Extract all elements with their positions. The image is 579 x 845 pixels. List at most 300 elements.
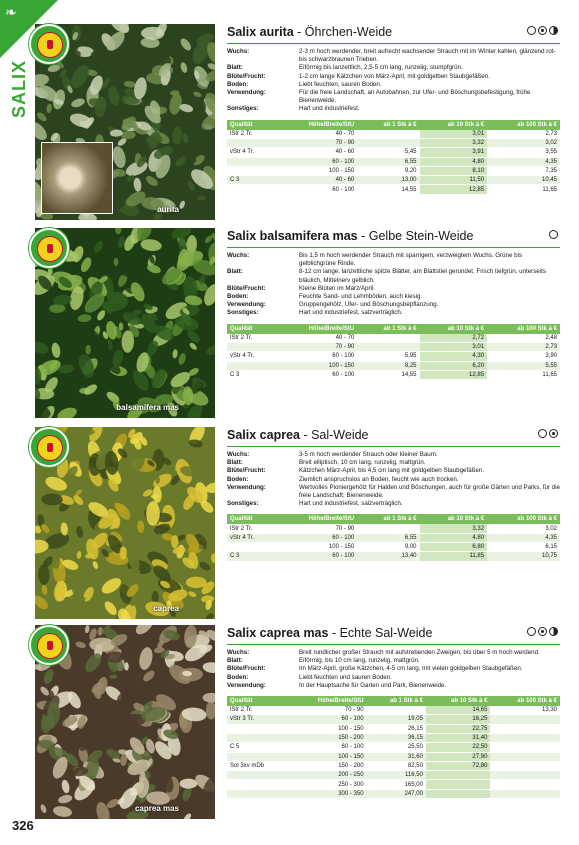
- price-cell: [490, 789, 560, 798]
- price-cell: 14,55: [357, 185, 419, 194]
- price-cell: 6,15: [487, 543, 560, 552]
- price-header: Höhe/Breite/StU: [288, 696, 367, 706]
- desc-value: Breit rundlicher großer Strauch mit aufstrebenden Zweigen, bis über 5 m hoch werdend.: [299, 649, 540, 656]
- desc-row: [227, 451, 560, 459]
- desc-value: Hart und industriefest, salzverträglich.: [299, 500, 403, 508]
- price-cell: [357, 524, 419, 533]
- price-cell: [227, 166, 275, 175]
- price-cell: 12,85: [420, 185, 488, 194]
- price-cell: 100 - 150: [275, 543, 357, 552]
- desc-key: Blüte/Frucht:: [227, 665, 266, 673]
- desc-key: Verwendung:: [227, 301, 266, 309]
- price-cell: lStr 2 Tr.: [227, 334, 275, 343]
- price-cell: 60 - 100: [275, 352, 357, 361]
- desc-row: [227, 105, 560, 113]
- price-header: Höhe/Breite/StU: [275, 324, 357, 334]
- plant-photo: [35, 427, 215, 619]
- desc-row: [227, 309, 560, 317]
- desc-row: [227, 48, 560, 64]
- desc-row: [227, 252, 560, 268]
- price-row: [227, 157, 560, 166]
- price-row: [227, 552, 560, 561]
- price-header: ab 1 Stk à €: [357, 514, 419, 524]
- desc-key: Blatt:: [227, 268, 243, 276]
- price-cell: 22,75: [426, 724, 490, 733]
- price-cell: 200 - 250: [288, 771, 367, 780]
- price-cell: 40 - 70: [275, 334, 357, 343]
- desc-value: Liebt feuchten, sauren Boden.: [299, 80, 382, 88]
- price-cell: lStr 2 Tr.: [227, 706, 288, 715]
- price-cell: [357, 138, 419, 147]
- price-cell: 3,91: [420, 148, 488, 157]
- price-cell: [227, 733, 288, 742]
- desc-key: Wuchs:: [227, 48, 250, 55]
- price-cell: 10,75: [487, 552, 560, 561]
- desc-value: 3-5 m hoch werdender Strauch oder kleiner Baum.: [299, 451, 438, 458]
- price-cell: [227, 789, 288, 798]
- price-cell: 27,90: [426, 752, 490, 761]
- price-row: [227, 752, 560, 761]
- light-requirement-icons: [549, 230, 558, 239]
- desc-key: Boden:: [227, 673, 249, 681]
- price-cell: [490, 761, 560, 770]
- desc-row: [227, 649, 560, 657]
- desc-value: Kätzchen März-April, bis 4,5 cm lang mit goldgelben Staubgefäßen.: [299, 467, 485, 475]
- desc-row: [227, 674, 560, 682]
- price-cell: 26,15: [367, 724, 426, 733]
- price-cell: 4,35: [487, 533, 560, 542]
- desc-row: [227, 285, 560, 293]
- price-row: [227, 524, 560, 533]
- desc-key: Blüte/Frucht:: [227, 72, 266, 80]
- plant-title: [227, 625, 560, 641]
- price-cell: 150 - 200: [288, 733, 367, 742]
- desc-row: [227, 665, 560, 673]
- desc-key: Blatt:: [227, 64, 243, 72]
- price-cell: [490, 743, 560, 752]
- price-header: ab 100 Stk à €: [487, 514, 560, 524]
- desc-row: [227, 459, 560, 467]
- desc-row: [227, 467, 560, 475]
- price-cell: 250 - 300: [288, 780, 367, 789]
- quality-seal-icon: [29, 24, 69, 64]
- price-cell: 2,48: [487, 334, 560, 343]
- plant-description: [227, 451, 560, 508]
- divider: [227, 644, 560, 645]
- desc-key: Blatt:: [227, 459, 243, 467]
- price-cell: vStr 3 Tr.: [227, 715, 288, 724]
- price-cell: 247,00: [367, 789, 426, 798]
- plant-name: Salix caprea: [227, 428, 300, 442]
- price-cell: Sol 3xv mDb: [227, 761, 288, 770]
- plant-german-name: - Sal-Weide: [299, 428, 369, 442]
- plant-description: [227, 252, 560, 318]
- price-cell: [426, 789, 490, 798]
- price-cell: [227, 780, 288, 789]
- sun-circle-icon: [549, 230, 558, 239]
- price-cell: 9,20: [357, 166, 419, 175]
- desc-key: Boden:: [227, 475, 249, 483]
- price-cell: 3,90: [487, 352, 560, 361]
- price-cell: 60 - 100: [275, 370, 357, 379]
- page-number: 326: [12, 818, 34, 833]
- plant-photo: [35, 228, 215, 418]
- price-row: [227, 176, 560, 185]
- price-header: Qualität: [227, 120, 275, 130]
- sun-circle-icon: [527, 26, 536, 35]
- price-cell: 116,50: [367, 771, 426, 780]
- desc-value: Feuchte Sand- und Lehmböden, auch kiesig.: [299, 293, 423, 301]
- desc-value: 8-12 cm lange, lanzettliche spitze Blätter, am Blattstiel gerundet. Frisch tiefgrün, unterseits bläulich, Mittelnerv gelblich.: [299, 268, 546, 284]
- price-cell: 4,80: [420, 533, 488, 542]
- section-tab: SALIX: [9, 60, 29, 119]
- price-cell: [490, 715, 560, 724]
- plant-photo: [35, 625, 215, 819]
- price-cell: 7,35: [487, 166, 560, 175]
- price-cell: 60 - 100: [275, 185, 357, 194]
- desc-row: [227, 89, 560, 105]
- light-requirement-icons: [538, 429, 558, 438]
- price-header: ab 10 Stk à €: [420, 514, 488, 524]
- price-cell: [357, 334, 419, 343]
- plant-info: [227, 427, 560, 562]
- price-cell: 16,25: [426, 715, 490, 724]
- plant-name: Salix balsamifera mas: [227, 229, 358, 243]
- price-cell: 6,20: [420, 361, 488, 370]
- desc-key: Blatt:: [227, 657, 243, 665]
- price-cell: 11,65: [487, 185, 560, 194]
- sun-half-icon: [549, 26, 558, 35]
- price-cell: 70 - 90: [288, 706, 367, 715]
- price-cell: [227, 724, 288, 733]
- price-cell: 150 - 200: [288, 761, 367, 770]
- price-cell: vStr 4 Tr.: [227, 352, 275, 361]
- desc-value: Kleine Blüten im März/April.: [299, 284, 375, 292]
- plant-description: [227, 649, 560, 690]
- price-cell: lStr 2 Tr.: [227, 130, 275, 139]
- price-cell: [357, 342, 419, 351]
- price-cell: 12,85: [420, 370, 488, 379]
- price-cell: [227, 752, 288, 761]
- desc-row: [227, 682, 560, 690]
- sun-dot-icon: [538, 627, 547, 636]
- desc-row: [227, 73, 560, 81]
- price-row: [227, 130, 560, 139]
- desc-key: Blüte/Frucht:: [227, 284, 266, 292]
- price-row: [227, 780, 560, 789]
- price-cell: [490, 752, 560, 761]
- price-row: [227, 352, 560, 361]
- plant-info: [227, 24, 560, 195]
- desc-value: Eiförmig bis lanzettlich, 2,5-5 cm lang, runzelig, stumpfgrün.: [299, 64, 463, 72]
- desc-key: Verwendung:: [227, 89, 266, 97]
- desc-value: 2-3 m hoch werdender, breit aufrecht wachsender Strauch mit im Winter kahlen, glänzend rot- bis schwarzbraunen Trieben.: [299, 48, 556, 64]
- plant-german-name: - Gelbe Stein-Weide: [357, 229, 474, 243]
- price-row: [227, 724, 560, 733]
- divider: [227, 247, 560, 248]
- price-cell: 6,55: [357, 533, 419, 542]
- sun-dot-icon: [549, 429, 558, 438]
- price-cell: [426, 780, 490, 789]
- price-cell: 60 - 100: [288, 743, 367, 752]
- price-cell: [227, 185, 275, 194]
- desc-value: In der Hauptsache für Garten und Park, Bienenweide.: [299, 681, 447, 689]
- price-cell: 82,50: [367, 761, 426, 770]
- price-cell: vStr 4 Tr.: [227, 533, 275, 542]
- price-cell: [490, 724, 560, 733]
- price-cell: [357, 130, 419, 139]
- desc-row: [227, 301, 560, 309]
- price-row: [227, 789, 560, 798]
- photo-caption: balsamifera mas: [116, 403, 179, 412]
- desc-row: [227, 81, 560, 89]
- price-cell: 9,00: [357, 543, 419, 552]
- price-cell: 70 - 90: [275, 138, 357, 147]
- price-cell: 100 - 150: [288, 752, 367, 761]
- price-cell: 300 - 350: [288, 789, 367, 798]
- price-cell: [227, 361, 275, 370]
- plant-info: [227, 228, 560, 380]
- leaf-icon: ❧: [5, 4, 17, 20]
- price-cell: [426, 771, 490, 780]
- desc-key: Sonstiges:: [227, 309, 259, 317]
- price-cell: 14,55: [357, 370, 419, 379]
- plant-title: [227, 427, 560, 443]
- price-cell: 5,55: [487, 361, 560, 370]
- price-header: ab 1 Stk à €: [367, 696, 426, 706]
- price-cell: lStr 2 Tr.: [227, 524, 275, 533]
- price-row: [227, 771, 560, 780]
- desc-key: Sonstiges:: [227, 105, 259, 113]
- price-header: ab 100 Stk à €: [490, 696, 560, 706]
- price-header: ab 1 Stk à €: [357, 120, 419, 130]
- desc-key: Wuchs:: [227, 649, 250, 656]
- price-cell: 8,10: [420, 166, 488, 175]
- desc-value: 1-2 cm lange Kätzchen von März-April, mit goldgelben Staubgefäßen.: [299, 72, 490, 80]
- price-cell: [490, 733, 560, 742]
- price-header: Qualität: [227, 514, 275, 524]
- catkin-inset-photo: [41, 142, 113, 214]
- price-row: [227, 334, 560, 343]
- price-header: ab 10 Stk à €: [420, 120, 488, 130]
- price-header: ab 10 Stk à €: [426, 696, 490, 706]
- price-cell: 13,00: [357, 176, 419, 185]
- price-cell: 3,55: [487, 148, 560, 157]
- price-cell: 13,40: [357, 552, 419, 561]
- price-row: [227, 361, 560, 370]
- price-row: [227, 185, 560, 194]
- desc-key: Sonstiges:: [227, 500, 259, 508]
- price-cell: 3,32: [420, 138, 488, 147]
- price-row: [227, 733, 560, 742]
- price-cell: 11,50: [420, 176, 488, 185]
- photo-caption: caprea mas: [134, 804, 179, 813]
- sun-half-icon: [549, 627, 558, 636]
- price-cell: 165,00: [367, 780, 426, 789]
- price-cell: 31,40: [426, 733, 490, 742]
- desc-key: Verwendung:: [227, 483, 266, 491]
- light-requirement-icons: [527, 26, 558, 35]
- price-cell: 10,45: [487, 176, 560, 185]
- quality-seal-icon: [29, 625, 69, 665]
- price-header: Qualität: [227, 324, 275, 334]
- price-cell: C 3: [227, 370, 275, 379]
- price-cell: 11,65: [487, 370, 560, 379]
- price-cell: [227, 771, 288, 780]
- price-cell: [227, 157, 275, 166]
- desc-row: [227, 64, 560, 72]
- price-row: [227, 342, 560, 351]
- price-row: [227, 138, 560, 147]
- desc-value: Wertvolles Pioniergehölz für Halden und Böschungen, auch für große Gärten und Parks, für die freie Landschaft; Bienenweide.: [299, 483, 560, 500]
- price-cell: [367, 706, 426, 715]
- desc-value: Im März-April, große Kätzchen, 4-5 cm lang, mit vielen goldgelben Staubgefäßen.: [299, 665, 523, 673]
- price-cell: 3,02: [487, 524, 560, 533]
- price-row: [227, 706, 560, 715]
- price-cell: 4,30: [420, 352, 488, 361]
- price-row: [227, 370, 560, 379]
- price-cell: 60 - 100: [275, 552, 357, 561]
- desc-key: Wuchs:: [227, 252, 250, 259]
- price-cell: 4,35: [487, 157, 560, 166]
- price-header: Höhe/Breite/StU: [275, 514, 357, 524]
- sun-dot-icon: [538, 26, 547, 35]
- quality-seal-icon: [29, 228, 69, 268]
- price-cell: 72,80: [426, 761, 490, 770]
- price-cell: 70 - 90: [275, 524, 357, 533]
- desc-key: Wuchs:: [227, 451, 250, 458]
- plant-german-name: - Echte Sal-Weide: [328, 626, 433, 640]
- desc-key: Boden:: [227, 293, 249, 301]
- price-cell: 19,05: [367, 715, 426, 724]
- desc-value: Breit elliptisch, 10 cm lang, runzelig, mattgrün.: [299, 459, 426, 467]
- desc-row: [227, 268, 560, 284]
- desc-row: [227, 476, 560, 484]
- price-header: ab 100 Stk à €: [487, 324, 560, 334]
- price-row: [227, 533, 560, 542]
- desc-row: [227, 484, 560, 500]
- price-cell: 3,02: [487, 138, 560, 147]
- plant-german-name: - Öhrchen-Weide: [293, 25, 393, 39]
- desc-value: Hart und industriefest.: [299, 105, 360, 113]
- divider: [227, 446, 560, 447]
- price-row: [227, 148, 560, 157]
- price-cell: 3,01: [420, 342, 488, 351]
- desc-key: Blüte/Frucht:: [227, 467, 266, 475]
- price-cell: 6,80: [420, 543, 488, 552]
- desc-row: [227, 293, 560, 301]
- price-header: ab 100 Stk à €: [487, 120, 560, 130]
- price-table: [227, 324, 560, 380]
- price-cell: [490, 780, 560, 789]
- desc-value: Für die freie Landschaft, an Autobahnen, zur Ufer- und Böschungsbefestigung, frühe Bienenweide.: [299, 89, 531, 105]
- plant-name: Salix aurita: [227, 25, 294, 39]
- price-cell: 2,72: [420, 334, 488, 343]
- desc-value: Ziemlich anspruchslos an Boden, feucht wie auch trocken.: [299, 475, 459, 483]
- price-cell: [227, 138, 275, 147]
- plant-description: [227, 48, 560, 114]
- plant-photo: [35, 24, 215, 220]
- price-cell: 22,50: [426, 743, 490, 752]
- price-cell: 14,65: [426, 706, 490, 715]
- price-cell: 100 - 150: [275, 166, 357, 175]
- price-cell: 5,95: [357, 352, 419, 361]
- desc-value: Bis 1,5 m hoch werdender Strauch mit sparrigem, verzweigtem Wuchs. Grüne bis gelblichgrüne Rinde.: [299, 252, 523, 268]
- price-cell: 13,30: [490, 706, 560, 715]
- price-header: ab 1 Stk à €: [357, 324, 419, 334]
- price-cell: [227, 543, 275, 552]
- price-cell: 8,25: [357, 361, 419, 370]
- price-cell: 3,01: [420, 130, 488, 139]
- photo-caption: aurita: [157, 205, 179, 214]
- price-cell: 2,73: [487, 342, 560, 351]
- price-cell: 11,85: [420, 552, 488, 561]
- price-cell: 40 - 60: [275, 148, 357, 157]
- price-row: [227, 743, 560, 752]
- desc-row: [227, 500, 560, 508]
- price-cell: 40 - 70: [275, 130, 357, 139]
- price-cell: 60 - 100: [275, 533, 357, 542]
- price-row: [227, 761, 560, 770]
- desc-value: Hart und industriefest, salzverträglich.: [299, 309, 403, 317]
- desc-key: Boden:: [227, 80, 249, 88]
- price-cell: 60 - 100: [288, 715, 367, 724]
- price-cell: [490, 771, 560, 780]
- sun-circle-icon: [538, 429, 547, 438]
- price-cell: [227, 342, 275, 351]
- price-cell: 40 - 60: [275, 176, 357, 185]
- price-header: ab 10 Stk à €: [420, 324, 488, 334]
- price-header: Qualität: [227, 696, 288, 706]
- price-cell: 2,73: [487, 130, 560, 139]
- price-cell: 100 - 150: [288, 724, 367, 733]
- price-cell: C 5: [227, 743, 288, 752]
- desc-value: Eiförmig, bis 10 cm lang, runzelig, mattgrün.: [299, 657, 420, 665]
- light-requirement-icons: [527, 627, 558, 636]
- plant-title: [227, 24, 560, 40]
- price-cell: 31,60: [367, 752, 426, 761]
- price-cell: 3,32: [420, 524, 488, 533]
- price-cell: 70 - 90: [275, 342, 357, 351]
- price-cell: 6,55: [357, 157, 419, 166]
- quality-seal-icon: [29, 427, 69, 467]
- price-table: [227, 120, 560, 195]
- desc-value: Liebt feuchten und sauren Boden.: [299, 673, 392, 681]
- desc-row: [227, 657, 560, 665]
- price-cell: 60 - 100: [275, 157, 357, 166]
- price-cell: 25,50: [367, 743, 426, 752]
- price-cell: 36,15: [367, 733, 426, 742]
- plant-info: [227, 625, 560, 799]
- price-row: [227, 715, 560, 724]
- sun-circle-icon: [527, 627, 536, 636]
- plant-name: Salix caprea mas: [227, 626, 329, 640]
- desc-key: Verwendung:: [227, 681, 266, 689]
- price-table: [227, 514, 560, 561]
- price-cell: 4,80: [420, 157, 488, 166]
- divider: [227, 43, 560, 44]
- price-cell: C 3: [227, 552, 275, 561]
- price-cell: 100 - 150: [275, 361, 357, 370]
- price-header: Höhe/Breite/StU: [275, 120, 357, 130]
- price-row: [227, 543, 560, 552]
- price-cell: C 3: [227, 176, 275, 185]
- price-cell: 5,45: [357, 148, 419, 157]
- price-row: [227, 166, 560, 175]
- photo-caption: caprea: [153, 604, 179, 613]
- price-cell: vStr 4 Tr.: [227, 148, 275, 157]
- price-table: [227, 696, 560, 799]
